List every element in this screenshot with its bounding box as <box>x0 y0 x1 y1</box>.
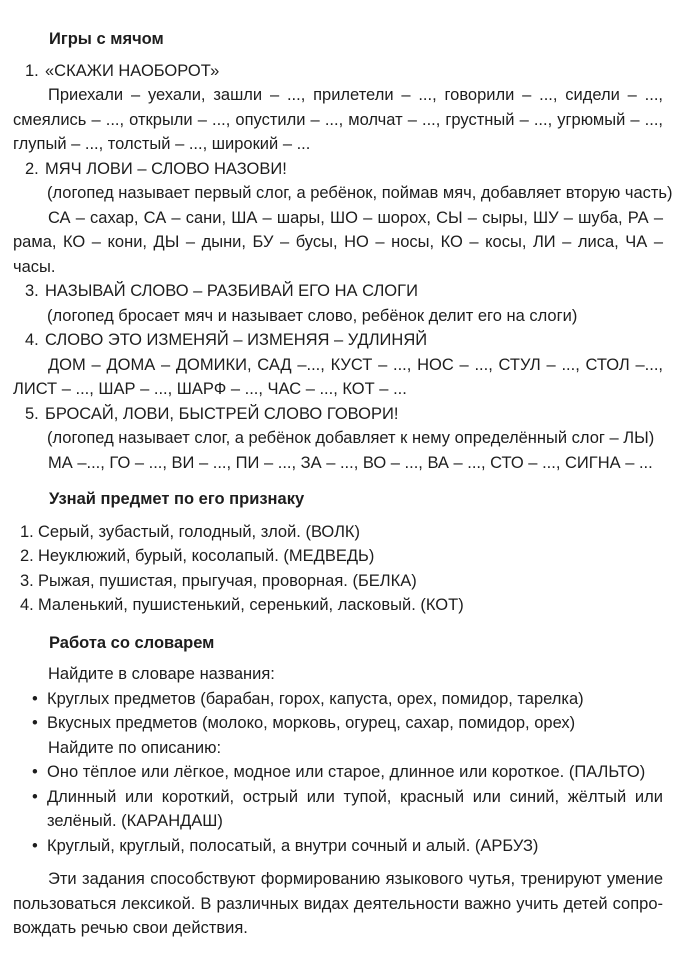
dictionary-bullet-coat-text: Оно тёплое или лёгкое, модное или старое, длинное или короткое. (ПАЛЬТО) <box>47 763 646 781</box>
dictionary-bullet-tasty-objects <box>32 711 663 736</box>
game-item-2-title-line <box>25 157 663 182</box>
game-item-5-body: МА –..., ГО – ..., ВИ – ..., ПИ – ..., ЗА – ..., ВО – ..., ВА – ..., СТО – ..., СИГНА – ... <box>48 453 653 472</box>
game-item-1-title-line <box>25 59 663 84</box>
game-item-1-number: 1. <box>25 61 39 80</box>
game-item-2-number: 2. <box>25 159 39 178</box>
guess-item-4-text: Маленький, пушистенький, серенький, ласковый. (КОТ) <box>38 596 464 614</box>
bullet-icon: • <box>32 689 38 708</box>
game-item-4-title-line <box>25 328 663 353</box>
game-item-4-title: СЛОВО ЭТО ИЗМЕНЯЙ – ИЗМЕНЯЯ – УДЛИНЯЙ <box>45 331 428 349</box>
game-item-4-body: ДОМ – ДОМА – ДОМИКИ, САД –..., КУСТ – ..., НОС – ..., СТУЛ – ..., СТОЛ –..., ЛИСТ – ..., ШАР – ..., ШАРФ – ..., ЧАС – ..., КОТ – ... <box>13 355 663 398</box>
game-item-3-title-line <box>25 279 663 304</box>
guess-item-1-number: 1. <box>20 522 34 541</box>
game-item-2-body: СА – сахар, СА – сани, ША – шары, ШО – шорох, СЫ – сыры, ШУ – шуба, РА – рама, КО – кони, ДЫ – дыни, БУ – бусы, НО – носы, КО – косы, ЛИ – лиса, ЧА – часы. <box>13 208 663 276</box>
game-item-5-title-line <box>25 402 663 427</box>
dictionary-intro-description: Найдите по описанию: <box>48 738 222 757</box>
guess-item-1 <box>20 520 663 545</box>
bullet-icon: • <box>32 714 38 732</box>
game-item-5-number: 5. <box>25 404 39 423</box>
game-item-1-title: «СКАЖИ НАОБОРОТ» <box>45 61 220 80</box>
closing-paragraph: Эти задания способствуют формированию языкового чутья, тренируют умение пользоваться лексикой. В различных видах деятельности важно учить детей сопровождать речью свои действия. <box>13 870 663 937</box>
guess-item-3 <box>20 569 663 594</box>
dictionary-bullet-watermelon <box>32 834 663 859</box>
game-item-4-number: 4. <box>25 331 39 349</box>
game-item-1-body: Приехали – уехали, зашли – ..., прилетели – ..., говорили – ..., сидели – ..., смеялись – ..., открыли – ..., опустили – ..., молчат – ..., грустный – ..., угрюмый – ..., глупый – ..., толстый – ..., широкий – ... <box>13 86 663 153</box>
guess-item-2-number: 2. <box>20 547 34 565</box>
guess-item-2 <box>20 544 663 569</box>
guess-item-3-text: Рыжая, пушистая, прыгучая, проворная. (БЕЛКА) <box>38 571 417 590</box>
section-heading-guess-object: Узнай предмет по его признаку <box>49 490 305 508</box>
game-item-3-number: 3. <box>25 282 39 300</box>
game-item-3-note: (логопед бросает мяч и называет слово, ребёнок делит его на слоги) <box>47 306 578 325</box>
game-item-5-note: (логопед называет слог, а ребёнок добавляет к нему определённый слог – ЛЫ) <box>47 429 655 447</box>
dictionary-bullet-pencil <box>32 785 663 834</box>
bullet-icon: • <box>32 787 38 806</box>
section-heading-dictionary-work: Работа со словарем <box>49 633 215 652</box>
section-heading-ball-games: Игры с мячом <box>49 30 164 48</box>
game-item-3-title: НАЗЫВАЙ СЛОВО – РАЗБИВАЙ ЕГО НА СЛОГИ <box>45 282 418 300</box>
dictionary-bullet-coat <box>32 760 663 785</box>
guess-list <box>13 520 663 618</box>
dictionary-bullet-pencil-text: Длинный или короткий, острый или тупой, красный или синий, жёлтый или зелёный. (КАРАНДАШ) <box>47 787 663 830</box>
guess-item-2-text: Неуклюжий, бурый, косолапый. (МЕДВЕДЬ) <box>38 547 375 565</box>
game-item-2-title: МЯЧ ЛОВИ – СЛОВО НАЗОВИ! <box>45 159 287 178</box>
game-item-5-title: БРОСАЙ, ЛОВИ, БЫСТРЕЙ СЛОВО ГОВОРИ! <box>45 404 399 423</box>
bullet-icon: • <box>32 836 38 855</box>
guess-item-1-text: Серый, зубастый, голодный, злой. (ВОЛК) <box>38 522 360 541</box>
dictionary-bullet-watermelon-text: Круглый, круглый, полосатый, а внутри сочный и алый. (АРБУЗ) <box>47 836 539 855</box>
bullet-icon: • <box>32 763 38 781</box>
dictionary-bullet-round-objects-text: Круглых предметов (барабан, горох, капуста, орех, помидор, тарелка) <box>47 689 584 708</box>
guess-item-3-number: 3. <box>20 571 34 590</box>
guess-item-4-number: 4. <box>20 596 34 614</box>
game-item-2-note: (логопед называет первый слог, а ребёнок, поймав мяч, добавляет вторую часть) <box>47 184 673 202</box>
dictionary-bullet-round-objects <box>32 687 663 712</box>
guess-item-4 <box>20 593 663 618</box>
dictionary-intro-names: Найдите в словаре названия: <box>48 665 275 683</box>
dictionary-bullet-tasty-objects-text: Вкусных предметов (молоко, морковь, огурец, сахар, помидор, орех) <box>47 714 576 732</box>
